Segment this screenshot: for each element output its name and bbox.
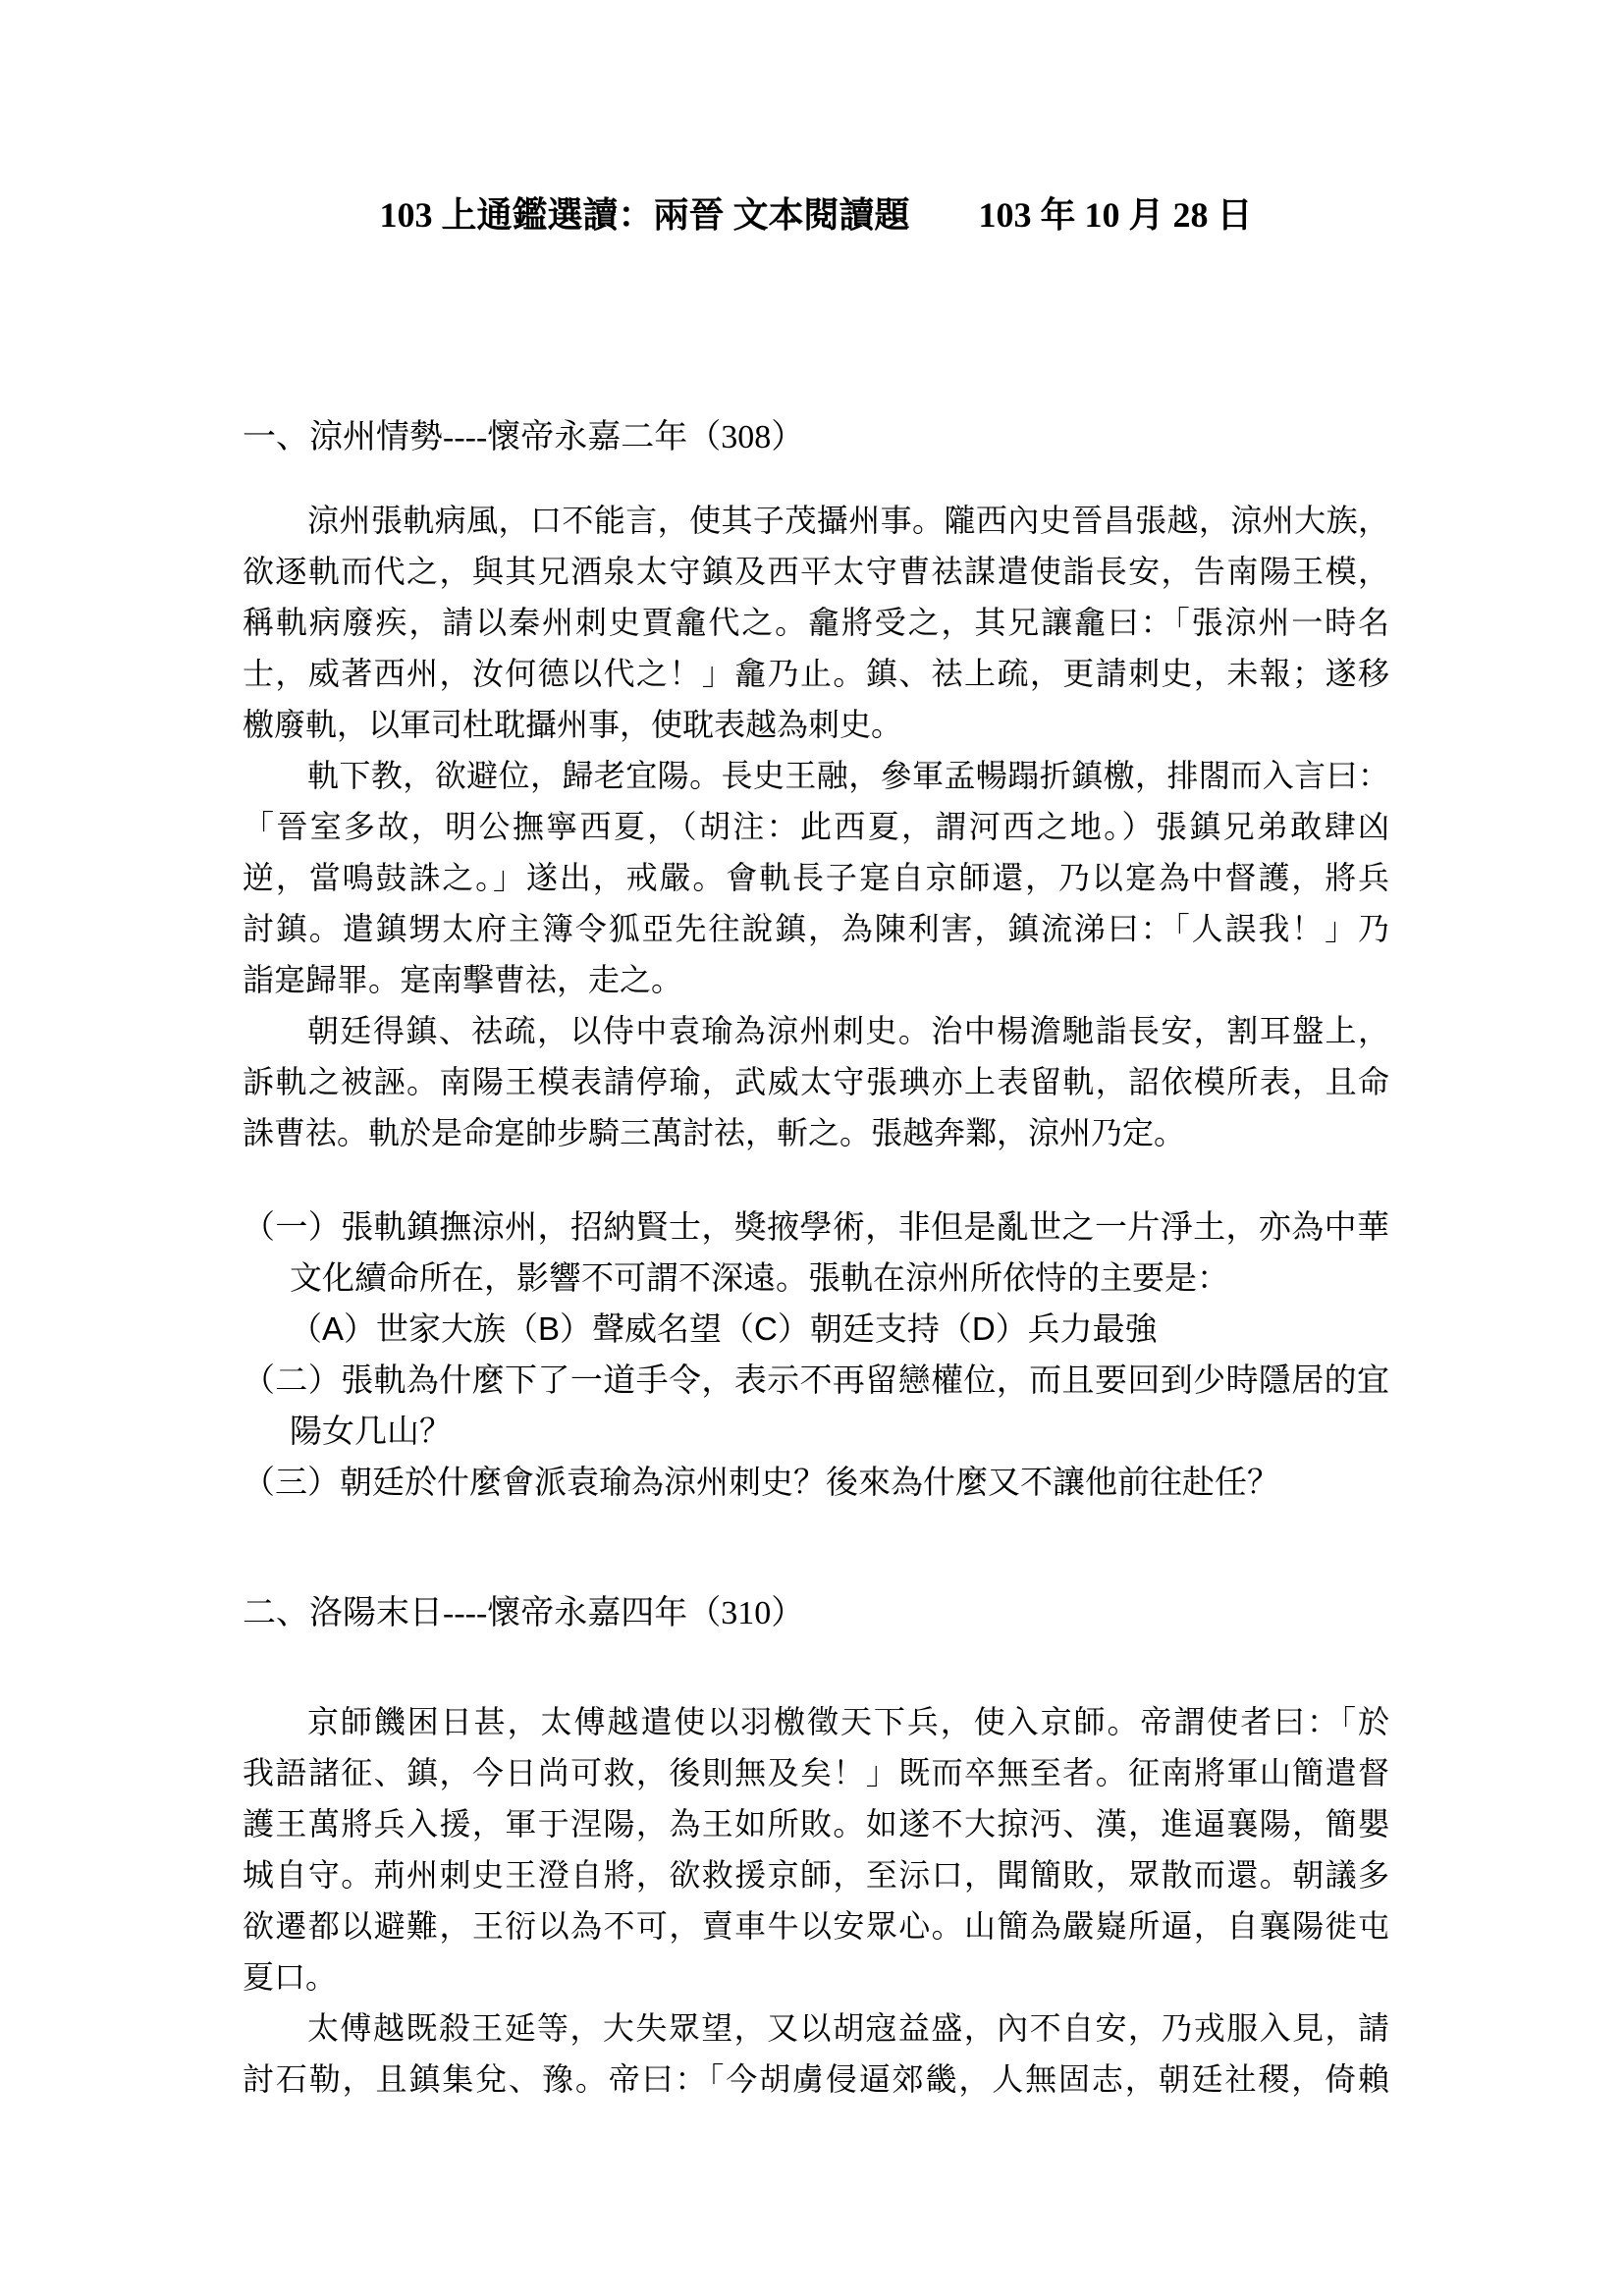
body-line: 朝廷得鎮、祛疏，以侍中袁瑜為涼州刺史。治中楊澹馳詣長安，割耳盤上， xyxy=(307,1013,1389,1048)
question-line: （二）張軌為什麼下了一道手令，表示不再留戀權位，而且要回到少時隱居的宜 xyxy=(243,1362,1389,1398)
section-2-paragraph-2 xyxy=(243,2002,1389,2105)
body-line: 京師饑困日甚，太傅越遣使以羽檄徵天下兵，使入京師。帝謂使者曰：「於 xyxy=(307,1704,1389,1739)
body-line: 討石勒，且鎮集兌、豫。帝曰：「今胡虜侵逼郊畿，人無固志，朝廷社稷，倚賴 xyxy=(243,2061,1389,2097)
section-1-questions xyxy=(243,1201,1389,1508)
body-line: 討鎮。遣鎮甥太府主簿令狐亞先往說鎮，為陳利害，鎮流涕曰：「人誤我！」乃 xyxy=(243,911,1389,946)
section-2-heading: 二、洛陽末日----懷帝永嘉四年（310） xyxy=(243,1595,805,1631)
body-line: 欲逐軌而代之，與其兄酒泉太守鎮及西平太守曹祛謀遣使詣長安，告南陽王模， xyxy=(243,554,1389,589)
body-line: 我語諸征、鎮，今日尚可救，後則無及矣！」既而卒無至者。征南將軍山簡遣督 xyxy=(243,1755,1389,1790)
question-line: （一）張軌鎮撫涼州，招納賢士，獎掖學術，非但是亂世之一片淨土，亦為中華 xyxy=(243,1208,1389,1245)
body-line: 太傅越既殺王延等，大失眾望，又以胡寇益盛，內不自安，乃戎服入見，請 xyxy=(307,2010,1389,2046)
body-line: 涼州張軌病風，口不能言，使其子茂攝州事。隴西內史晉昌張越，涼州大族， xyxy=(307,503,1389,538)
body-line: 城自守。荊州刺史王澄自將，欲救援京師，至沶口，聞簡敗，眾散而還。朝議多 xyxy=(243,1857,1389,1893)
question-options: （A）世家大族（B）聲威名望（C）朝廷支持（D）兵力最強 xyxy=(290,1310,1158,1347)
body-line: 檄廢軌，以軍司杜耽攝州事，使耽表越為刺史。 xyxy=(243,707,903,742)
body-line: 軌下教，欲避位，歸老宜陽。長史王融，參軍孟暢蹋折鎮檄，排閤而入言曰： xyxy=(307,758,1389,793)
body-line: 訴軌之被誣。南陽王模表請停瑜，武威太守張琠亦上表留軌，詔依模所表，且命 xyxy=(243,1064,1389,1099)
body-line: 夏口。 xyxy=(243,1959,338,1995)
body-line: 「晉室多故，明公撫寧西夏，（胡注：此西夏，謂河西之地。）張鎮兄弟敢肆凶 xyxy=(243,809,1389,844)
section-1-paragraph-3 xyxy=(243,1005,1389,1158)
question-2 xyxy=(243,1355,1389,1457)
page-title xyxy=(243,188,1389,241)
section-1-paragraph-2 xyxy=(243,750,1389,1005)
body-line: 士，威著西州，汝何德以代之！」龕乃止。鎮、祛上疏，更請刺史，未報；遂移 xyxy=(243,656,1389,691)
section-1-heading: 一、涼州情勢----懷帝永嘉二年（308） xyxy=(243,419,805,455)
question-line: （三）朝廷於什麼會派袁瑜為涼州刺史？後來為什麼又不讓他前往赴任？ xyxy=(243,1464,1279,1500)
question-line: 陽女几山？ xyxy=(290,1413,452,1449)
question-line: 文化續命所在，影響不可謂不深遠。張軌在涼州所依恃的主要是： xyxy=(290,1259,1229,1296)
body-line: 護王萬將兵入援，軍于涅陽，為王如所敗。如遂不大掠沔、漢，進逼襄陽，簡嬰 xyxy=(243,1806,1389,1842)
body-line: 詣寔歸罪。寔南擊曹祛，走之。 xyxy=(243,962,683,997)
title-date: 103 年 10 月 28 日 xyxy=(978,195,1253,235)
section-2-paragraph-1 xyxy=(243,1696,1389,2002)
body-line: 逆，當鳴鼓誅之。」遂出，戒嚴。會軌長子寔自京師還，乃以寔為中督護，將兵 xyxy=(243,860,1389,895)
body-line: 誅曹祛。軌於是命寔帥步騎三萬討祛，斬之。張越奔鄴，涼州乃定。 xyxy=(243,1115,1186,1150)
title-text: 103 上通鑑選讀：兩晉 文本閱讀題 xyxy=(379,195,910,235)
question-3 xyxy=(243,1457,1389,1508)
body-line: 欲遷都以避難，王衍以為不可，賣車牛以安眾心。山簡為嚴嶷所逼，自襄陽徙屯 xyxy=(243,1908,1389,1944)
body-line: 稱軌病廢疾，請以秦州刺史賈龕代之。龕將受之，其兄讓龕曰：「張涼州一時名 xyxy=(243,605,1389,640)
question-1 xyxy=(243,1201,1389,1355)
section-1-paragraph-1 xyxy=(243,495,1389,750)
